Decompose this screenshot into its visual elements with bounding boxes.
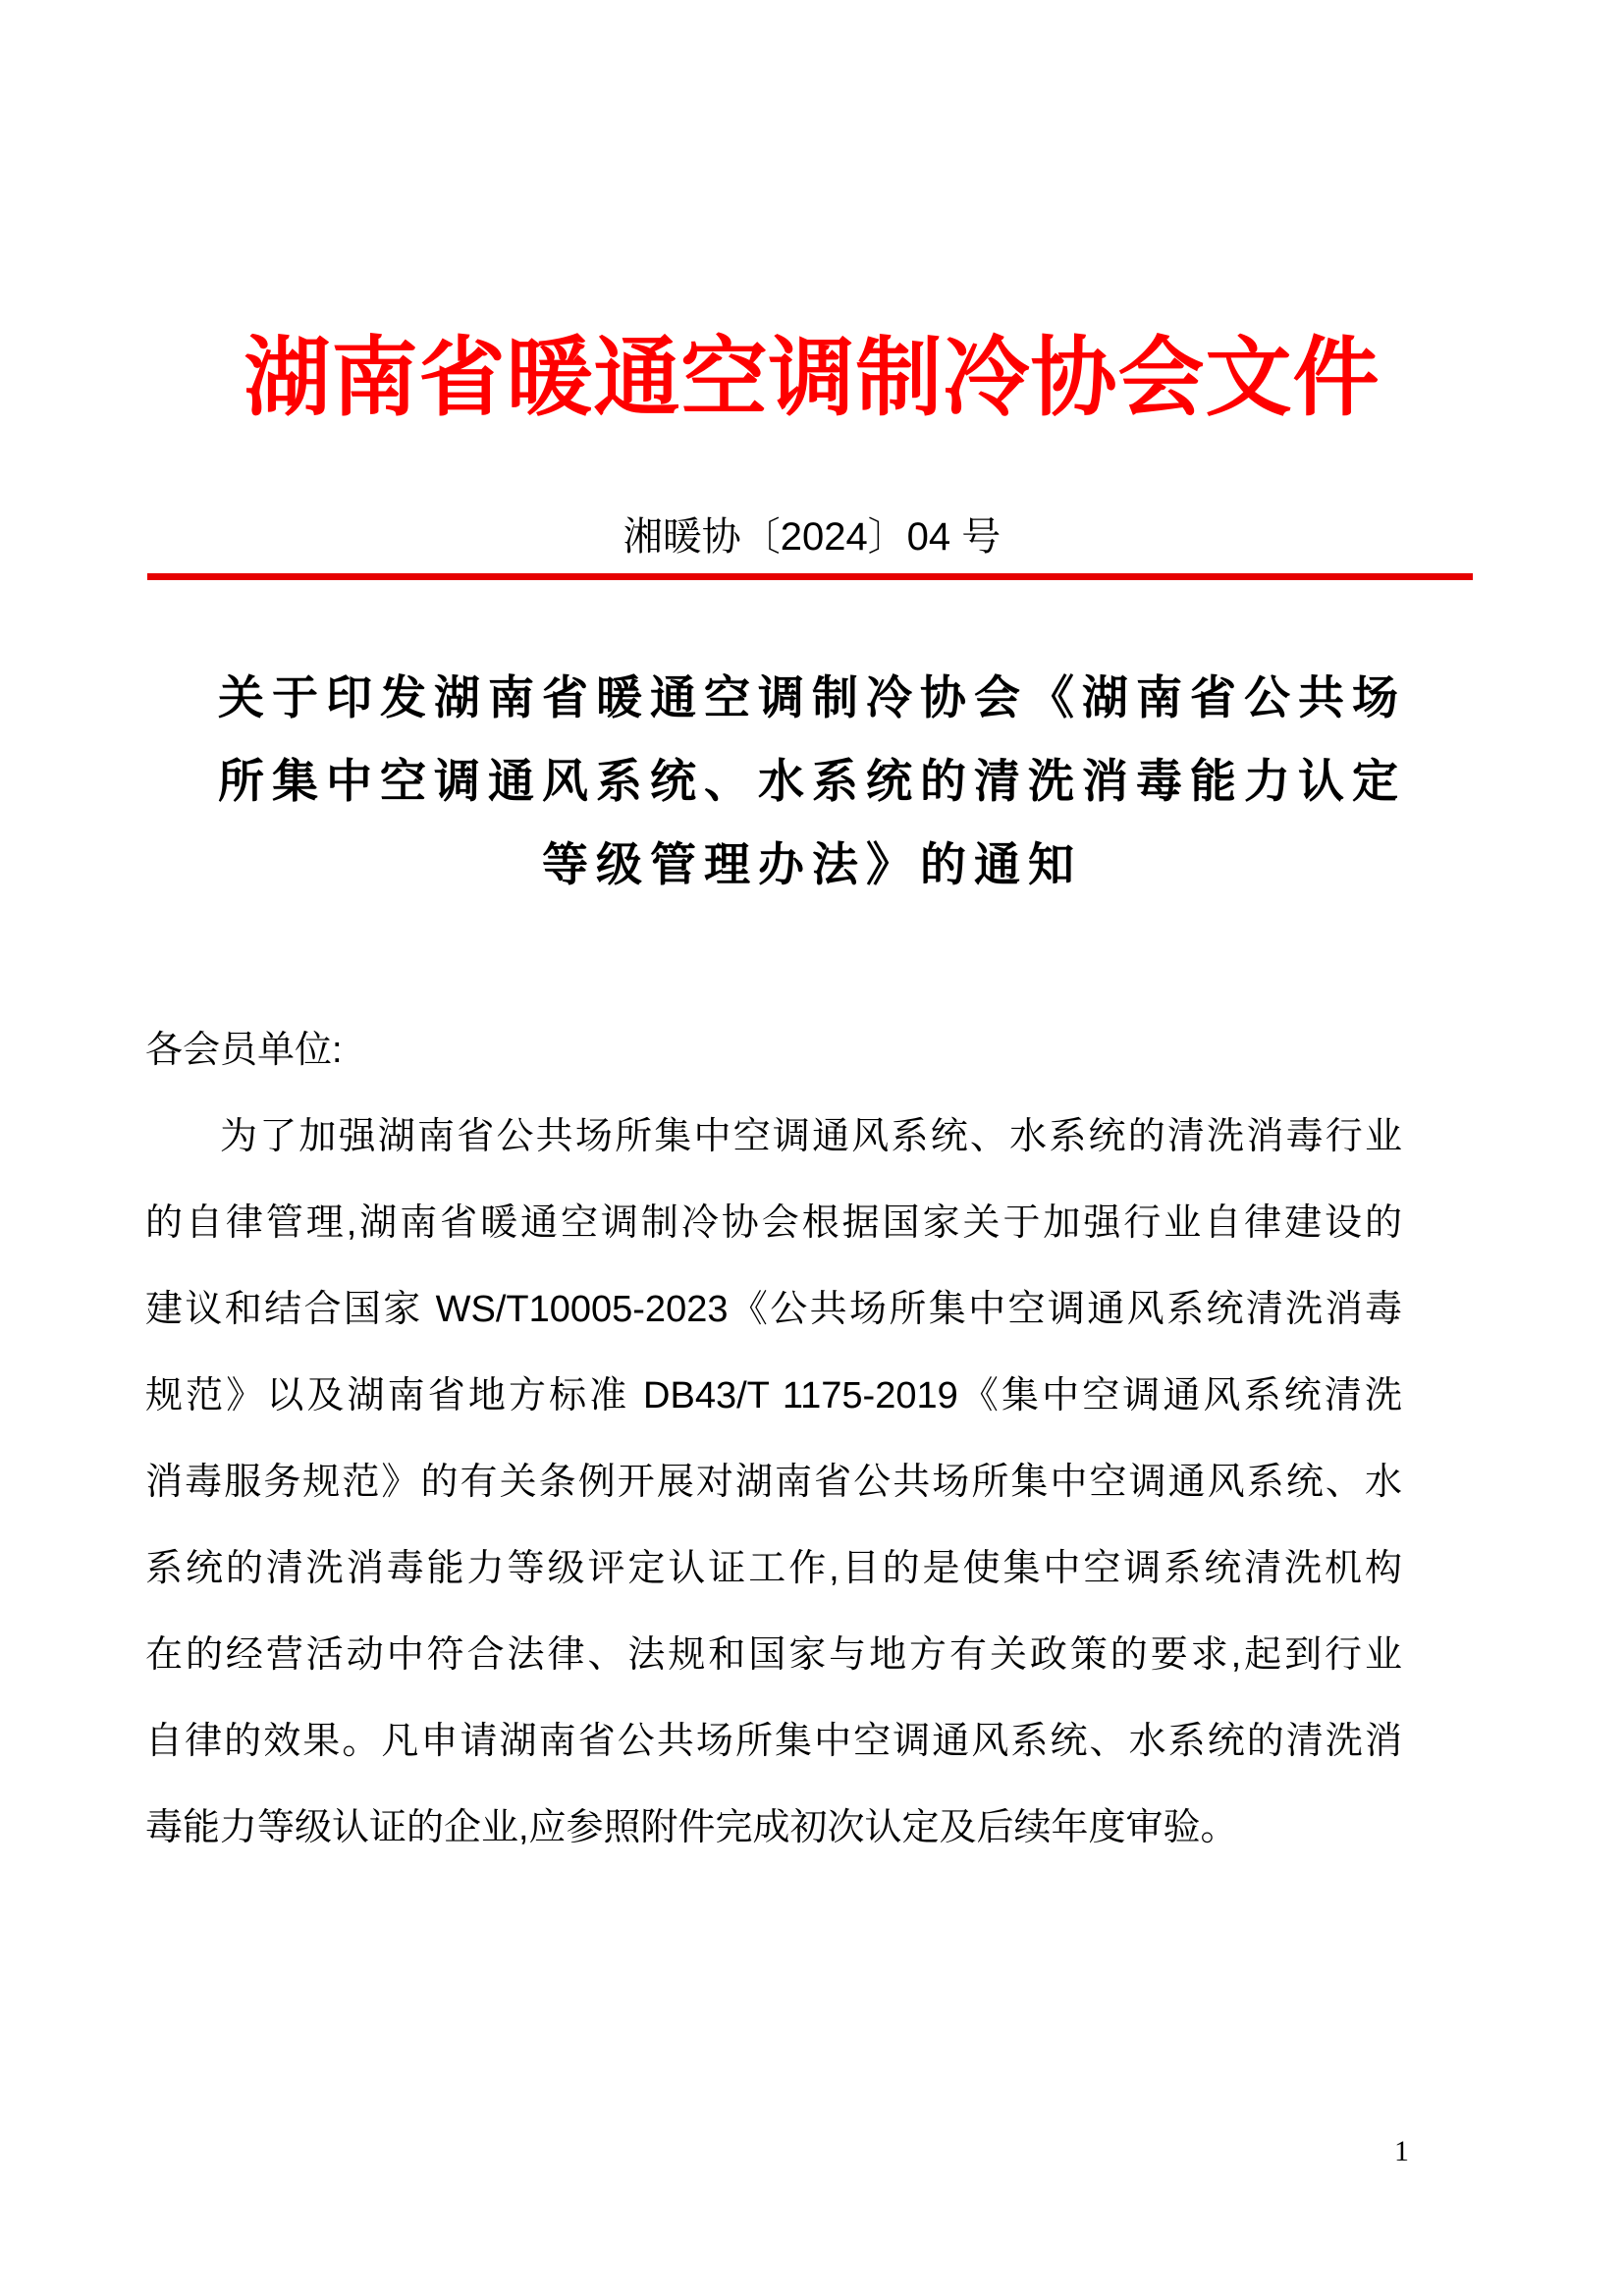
body-line-2: 的自律管理,湖南省暖通空调制冷协会根据国家关于加强行业自律建设的 (145, 1202, 1402, 1244)
notice-title-line-3: 等级管理办法》的通知 (542, 840, 1082, 891)
body-line-3: 建议和结合国家 WS/T10005-2023《公共场所集中空调通风系统清洗消毒 (145, 1289, 1402, 1330)
document-number: 湘暖协〔2024〕04 号 (623, 515, 1001, 559)
body-line-1: 为了加强湖南省公共场所集中空调通风系统、水系统的清洗消毒行业 (220, 1116, 1402, 1157)
notice-title-line-2: 所集中空调通风系统、水系统的清洗消毒能力认定 (218, 757, 1406, 808)
notice-title-line-1: 关于印发湖南省暖通空调制冷协会《湖南省公共场 (218, 673, 1406, 724)
body-line-5: 消毒服务规范》的有关条例开展对湖南省公共场所集中空调通风系统、水 (145, 1462, 1402, 1503)
red-divider-rule (147, 573, 1473, 580)
body-line-8: 自律的效果。凡申请湖南省公共场所集中空调通风系统、水系统的清洗消 (145, 1721, 1402, 1762)
document-body (145, 1007, 1402, 1871)
body-line-7: 在的经营活动中符合法律、法规和国家与地方有关政策的要求,起到行业 (145, 1634, 1402, 1676)
salutation: 各会员单位: (145, 1030, 343, 1071)
body-line-6: 系统的清洗消毒能力等级评定认证工作,目的是使集中空调系统清洗机构 (145, 1548, 1402, 1589)
page-number: 1 (1394, 2135, 1409, 2167)
body-line-4: 规范》以及湖南省地方标准 DB43/T 1175-2019《集中空调通风系统清洗 (145, 1375, 1402, 1416)
body-line-9: 毒能力等级认证的企业,应参照附件完成初次认定及后续年度审验。 (145, 1807, 1238, 1848)
letterhead-title: 湖南省暖通空调制冷协会文件 (244, 329, 1380, 426)
notice-title (0, 658, 1624, 908)
